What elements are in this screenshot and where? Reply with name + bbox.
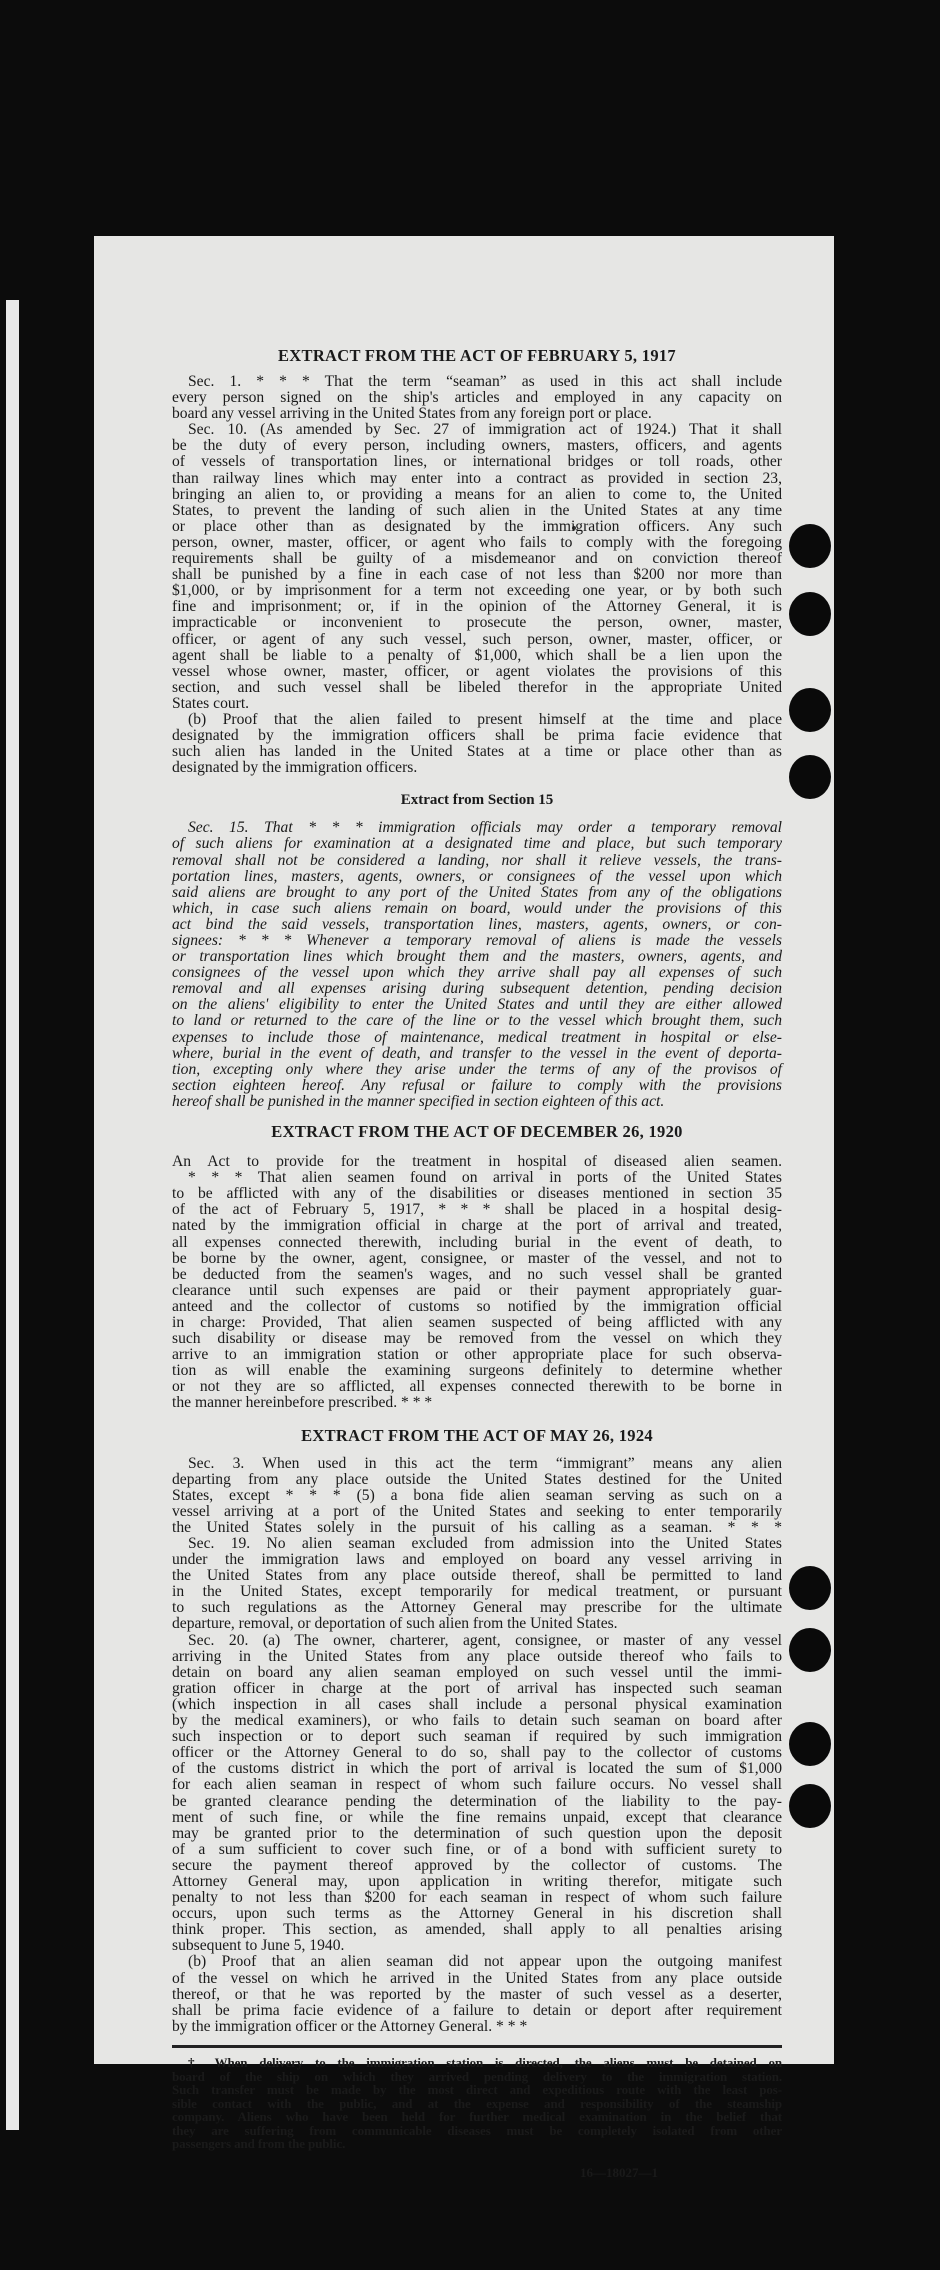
- punch-hole: [789, 524, 831, 568]
- text-line: be deducted from the seamen's wages, and no such vessel shall be granted: [172, 1265, 782, 1283]
- text-line: of the vessel on which he arrived in the United States from any place outside: [172, 1969, 782, 1987]
- text-line: (b) Proof that the alien failed to present himself at the time and place: [188, 710, 782, 728]
- text-line: by the immigration officer or the Attorney General. * * *: [172, 2017, 528, 2035]
- text-line: board any vessel arriving in the United States from any foreign port or place.: [172, 405, 652, 423]
- text-line: removal shall not be considered a landing, nor shall it relieve vessels, the trans-: [172, 851, 782, 869]
- text-line: arrive to an immigration station or other appropriate place for such observa-: [172, 1346, 782, 1364]
- text-line: hereof shall be punished in the manner specified in section eighteen of this act.: [172, 1092, 665, 1110]
- text-line: anteed and the collector of customs so notified by the immigration official: [172, 1297, 782, 1315]
- section-heading: EXTRACT FROM THE ACT OF DECEMBER 26, 1920: [271, 1122, 683, 1142]
- text-line: where, burial in the event of death, and transfer to the vessel in the event of deporta-: [172, 1044, 782, 1062]
- text-line: agent shall be liable to a penalty of $1,000, which shall be a lien upon the: [172, 646, 782, 664]
- text-line: or transportation lines which brought them and the masters, owners, agents, and: [172, 948, 782, 966]
- text-line: thereof, or that he was reported by the master of such vessel as a deserter,: [172, 1985, 782, 2003]
- text-line: be granted clearance pending the determination of the liability to the pay-: [172, 1792, 782, 1810]
- text-line: designated by the immigration officers.: [172, 759, 418, 777]
- text-line: penalty to not less than $200 for each seaman in respect of whom such failure: [172, 1889, 782, 1907]
- text-line: section, and such vessel shall be libeled therefor in the appropriate United: [172, 678, 782, 696]
- text-line: for each alien seaman in respect of whom such failure occurs. No vessel shall: [172, 1776, 782, 1794]
- text-line: of the act of February 5, 1917, * * * shall be placed in a hospital desig-: [172, 1201, 782, 1219]
- section-heading: Extract from Section 15: [400, 792, 554, 809]
- text-line: occurs, upon such terms as the Attorney General in his discretion shall: [172, 1905, 782, 1923]
- text-line: States court.: [172, 694, 250, 712]
- text-line: be borne by the owner, agent, consignee, or master of the vessel, and not to: [172, 1249, 782, 1267]
- text-line: gration officer in charge at the port of arrival has inspected such seaman: [172, 1679, 782, 1697]
- section-heading: EXTRACT FROM THE ACT OF MAY 26, 1924: [301, 1425, 653, 1445]
- footnote-line: board of the ship on which they arrived pending delivery to the immigration station.: [172, 2068, 782, 2084]
- footnote-line: sible contact with the public, and at the expense and responsibility of the steamship: [172, 2095, 782, 2111]
- footnote-line: † When delivery to the immigration station is directed, the aliens must be detained on: [188, 2054, 782, 2070]
- punch-hole: [789, 755, 831, 799]
- text-line: in charge: Provided, That alien seamen suspected of being afflicted with any: [172, 1313, 782, 1331]
- text-line: bringing an alien to, or providing a means for an alien to come to, the United: [172, 485, 782, 503]
- text-line: to land or returned to the care of the line or to the vessel which brought them, such: [172, 1012, 782, 1030]
- text-line: all expenses connected therewith, including burial in the event of death, to: [172, 1233, 782, 1251]
- text-line: fine and imprisonment; or, if in the opinion of the Attorney General, it is: [172, 598, 782, 616]
- document-body: [172, 346, 782, 2181]
- text-line: Sec. 15. That * * * immigration officials may order a temporary removal: [188, 819, 782, 837]
- text-line: expenses to include those of maintenance, medical treatment in hospital or else-: [172, 1028, 782, 1046]
- text-line: to such regulations as the Attorney General may prescribe for the ultimate: [172, 1599, 782, 1617]
- text-line: by the medical examiners), or who fails to detain such seaman on board after: [172, 1712, 782, 1730]
- text-line: on the aliens' eligibility to enter the United States and until they are either allowed: [172, 996, 782, 1014]
- text-line: Sec. 20. (a) The owner, charterer, agent, consignee, or master of any vessel: [188, 1631, 782, 1649]
- text-line: be the duty of every person, including owners, masters, officers, and agents: [172, 437, 782, 455]
- text-line: under the immigration laws and employed on board any vessel arriving in: [172, 1551, 782, 1569]
- text-line: (b) Proof that an alien seaman did not appear upon the outgoing manifest: [188, 1953, 782, 1971]
- text-line: impracticable or inconvenient to prosecute the person, owner, master,: [172, 614, 782, 632]
- punch-hole: [789, 1628, 831, 1672]
- text-line: States, except * * * (5) a bona fide alien seaman serving as such on a: [172, 1486, 782, 1504]
- text-line: * * * That alien seamen found on arrival in ports of the United States: [188, 1169, 782, 1187]
- text-line: Sec. 3. When used in this act the term “immigrant” means any alien: [188, 1454, 782, 1472]
- text-line: nated by the immigration official in charge at the port of arrival and treated,: [172, 1217, 782, 1235]
- text-line: the United States solely in the pursuit of his calling as a seaman. * * *: [172, 1518, 782, 1536]
- text-line: may be granted prior to the determination of such question upon the deposit: [172, 1824, 782, 1842]
- section-1: [172, 790, 782, 1110]
- text-line: vessel whose owner, master, officer, or agent violates the provisions of this: [172, 662, 782, 680]
- text-line: Sec. 10. (As amended by Sec. 27 of immigration act of 1924.) That it shall: [188, 421, 782, 439]
- text-line: secure the payment thereof approved by the collector of customs. The: [172, 1856, 782, 1874]
- footnote-line: company. Aliens who have been held for further medical examination in the belief that: [172, 2109, 782, 2125]
- section-3: [172, 1426, 782, 2035]
- text-line: of the customs district in which the port of arrival is located the sum of $1,000: [172, 1760, 782, 1778]
- text-line: arriving in the United States from any place outside thereof who fails to: [172, 1647, 782, 1665]
- text-line: officer or the Attorney General to do so, shall pay to the collector of customs: [172, 1744, 782, 1762]
- text-line: of a sum sufficient to cover such fine, or of a bond with sufficient surety to: [172, 1840, 782, 1858]
- text-line: such inspection or to deport such seaman if required by such immigration: [172, 1728, 782, 1746]
- text-line: requirements shall be guilty of a misdemeanor and on conviction thereof: [172, 550, 782, 568]
- footnote-line: Such transfer must be made by the most direct and expeditious route with the least pos-: [172, 2082, 782, 2098]
- text-line: officer, or agent of any such vessel, such person, owner, master, officer, or: [172, 630, 782, 648]
- text-line: signees: * * * Whenever a temporary removal of aliens is made the vessels: [172, 932, 782, 949]
- document-page: [94, 236, 834, 2181]
- text-line: Sec. 1. * * * That the term “seaman” as used in this act shall include: [188, 373, 782, 390]
- punch-hole: [789, 1784, 831, 1828]
- adjacent-page-edge: [6, 300, 19, 2130]
- punch-hole: [789, 1722, 831, 1766]
- text-line: detain on board any alien seaman employed on such vessel until the immi-: [172, 1663, 782, 1681]
- text-line: portation lines, masters, agents, owners, or consignees of the vessel upon which: [172, 867, 782, 885]
- text-line: person, owner, master, officer, or agent who fails to comply with the foregoing: [172, 533, 782, 551]
- section-2: [172, 1122, 782, 1412]
- text-line: or not they are so afflicted, all expenses connected therewith to be borne in: [172, 1378, 782, 1396]
- footnote-line: they are suffering from communicable diseases must be completely isolated from other: [172, 2122, 782, 2138]
- text-line: An Act to provide for the treatment in hospital of diseased alien seamen.: [172, 1153, 782, 1171]
- text-line: ment of such fine, or while the fine remains unpaid, except that clearance: [172, 1808, 782, 1826]
- text-line: tion, excepting only where they arise under the terms of any of the provisos of: [172, 1060, 782, 1078]
- text-line: section eighteen hereof. Any refusal or failure to comply with the provisions: [172, 1076, 782, 1094]
- text-line: such alien has landed in the United States at a time or place other than as: [172, 743, 782, 761]
- text-line: shall be prima facie evidence of a failure to detain or deport after requirement: [172, 2001, 782, 2019]
- text-line: of vessels of transportation lines, or international bridges or toll roads, other: [172, 453, 782, 471]
- text-line: departing from any place outside the United States destined for the United: [172, 1470, 782, 1488]
- text-line: Attorney General may, upon application in writing therefor, mitigate such: [172, 1872, 782, 1890]
- punch-hole: [789, 592, 831, 636]
- text-line: subsequent to June 5, 1940.: [172, 1937, 345, 1955]
- text-line: which, in case such aliens remain on board, would under the provisions of this: [172, 899, 782, 917]
- text-line: or place other than as designated by the immigration officers. Any such: [172, 517, 782, 535]
- footnote-line: passengers and from the public.: [172, 2136, 346, 2152]
- text-line: the United States from any place outside thereof, shall be permitted to land: [172, 1567, 782, 1585]
- text-line: vessel arriving at a port of the United States and seeking to enter temporarily: [172, 1502, 782, 1520]
- text-line: shall be punished by a fine in each case of not less than $200 nor more than: [172, 566, 782, 584]
- punch-hole: [789, 688, 831, 732]
- text-line: removal and all expenses arising during subsequent detention, pending decision: [172, 980, 782, 998]
- text-line: tion as will enable the examining surgeons definitely to determine whether: [172, 1362, 782, 1380]
- footnote: [172, 2056, 782, 2151]
- text-line: every person signed on the ship's articles and employed in any capacity on: [172, 389, 782, 407]
- text-line: act bind the said vessels, transportation lines, masters, agents, owners, or con-: [172, 915, 782, 933]
- text-line: think proper. This section, as amended, shall apply to all penalties arising: [172, 1921, 782, 1939]
- text-line: to be afflicted with any of the disabilities or diseases mentioned in section 35: [172, 1185, 782, 1203]
- footnote-divider: [172, 2045, 782, 2048]
- text-line: (which inspection in all cases shall include a personal physical examination: [172, 1695, 782, 1713]
- text-line: consignees of the vessel upon which they arrive shall pay all expenses of such: [172, 964, 782, 982]
- text-line: said aliens are brought to any port of the United States from any of the obligations: [172, 883, 782, 901]
- text-line: the manner hereinbefore prescribed. * * *: [172, 1394, 433, 1412]
- text-line: than railway lines which may enter into a contract as provided in section 23,: [172, 469, 782, 487]
- form-number: 16—18027—1: [580, 2165, 658, 2181]
- text-line: designated by the immigration officers shall be prima facie evidence that: [172, 727, 782, 745]
- text-line: of such aliens for examination at a designated time and place, but such temporary: [172, 835, 782, 853]
- text-line: $1,000, or by imprisonment for a term not exceeding one year, or by both such: [172, 582, 782, 600]
- text-line: Sec. 19. No alien seaman excluded from admission into the United States: [188, 1535, 782, 1552]
- section-heading: EXTRACT FROM THE ACT OF FEBRUARY 5, 1917: [278, 346, 676, 365]
- text-line: departure, removal, or deportation of such alien from the United States.: [172, 1615, 618, 1633]
- section-0: [172, 346, 782, 776]
- punch-hole: [789, 1566, 831, 1610]
- text-line: States, to prevent the landing of such alien in the United States at any time: [172, 501, 782, 519]
- text-line: such disability or disease may be removed from the vessel on which they: [172, 1330, 782, 1348]
- text-line: in the United States, except temporarily for medical treatment, or pursuant: [172, 1583, 782, 1601]
- text-line: clearance until such expenses are paid or their payment appropriately guar-: [172, 1281, 782, 1299]
